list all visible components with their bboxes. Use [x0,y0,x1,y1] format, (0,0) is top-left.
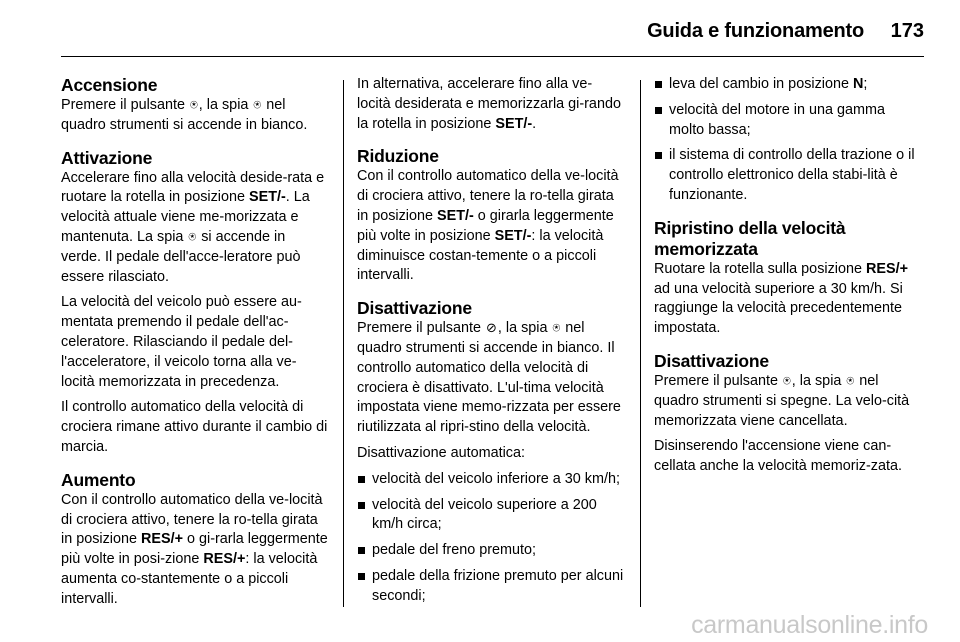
cruise-control-icon: ⍟ [188,228,197,244]
list-item: il sistema di controllo della trazione o il controllo elettronico della stabi-lità è funzionante. [654,146,922,205]
list-item: pedale del freno premuto; [357,541,625,561]
paragraph: Premere il pulsante ⍟, la spia ⍟ nel quadro strumenti si spegne. La velo-cità memorizzata viene cancellata. [654,372,910,429]
section-disattivazione [357,298,625,606]
list-item: leva del cambio in posizione N; [654,75,922,95]
paragraph: Premere il pulsante ⍟, la spia ⍟ nel quadro strumenti si accende in bianco. [61,97,308,133]
paragraph: Con il controllo automatico della ve-locità di crociera attivo, tenere la ro-tella girata in posizione SET/- o girarla leggermente più volte in posizione SET/-: la velocità diminuisce costan-temente o a piccoli intervalli. [357,168,619,284]
page-title: Guida e funzionamento [647,20,864,42]
list-item: pedale della frizione premuto per alcuni secondi; [357,567,625,607]
bullet-list [357,470,625,607]
paragraph: La velocità del veicolo può essere au-mentata premendo il pedale dell'ac-celeratore. Rilasciando il pedale del-l'acceleratore, il veicolo torna alla ve-locità memorizzata in precedenza. [61,294,302,390]
watermark: carmanualsonline.info [691,611,928,639]
paragraph: Il controllo automatico della velocità di crociera rimane attivo durante il cambio di marcia. [61,399,328,455]
section-heading: Disattivazione [654,350,769,371]
paragraph: Con il controllo automatico della ve-locità di crociera attivo, tenere la ro-tella girata in posizione RES/+ o gi-rarla leggermente più volte in posi-zione RES/+: la velocità aumenta co-stantemente o a piccoli intervalli. [61,491,328,607]
section-attivazione [61,148,329,458]
page-number: 173 [890,20,924,42]
list-item: velocità del motore in una gamma molto bassa; [654,101,922,141]
cruise-control-icon: ⍟ [846,372,855,388]
section-heading: Attivazione [61,147,153,168]
paragraph: Accelerare fino alla velocità deside-rata e ruotare la rotella in posizione SET/-. La velocità attuale viene me-morizzata e mantenuta. La spia ⍟ si accende in verde. Il pedale dell'acce-leratore può essere rilasciato. [61,169,325,285]
section-heading: Aumento [61,469,136,490]
section-ripristino [654,218,922,339]
column-3 [654,75,922,489]
paragraph: Premere il pulsante ⊘, la spia ⍟ nel quadro strumenti si accende in bianco. Il controllo automatico della velocità di crociera è disattivato. L'ul-tima velocità impostata viene memo-rizzata per essere riutilizzata al ripri-stino della velocità. [357,320,621,436]
section-continued-list [654,75,922,206]
section-heading: Riduzione [357,146,439,167]
section-heading: Ripristino della velocità memorizzata [654,217,846,259]
column-1 [61,75,329,622]
column-2 [357,75,625,619]
cruise-control-icon: ⍟ [189,97,198,112]
column-divider [640,80,641,607]
list-item: velocità del veicolo inferiore a 30 km/h; [357,470,625,490]
cruise-control-icon: ⍟ [782,372,791,388]
section-riduzione [357,146,625,286]
list-item: velocità del veicolo superiore a 200 km/h circa; [357,496,625,536]
page-header [0,0,960,62]
bullet-list [654,75,922,206]
section-heading: Accensione [61,75,158,95]
section-accensione [61,75,329,136]
section-heading: Disattivazione [357,298,472,319]
section-aumento [61,470,329,610]
section-disattivazione-2 [654,351,922,477]
cruise-control-icon: ⍟ [253,97,262,112]
paragraph: In alternativa, accelerare fino alla ve-locità desiderata e memorizzarla gi-rando la rotella in posizione SET/-. [357,76,621,132]
column-divider [343,80,344,607]
paragraph: Disinserendo l'accensione viene can-cellata anche la velocità memoriz-zata. [654,438,902,475]
header-rule [61,56,924,57]
section-intro [357,75,625,134]
paragraph: Disattivazione automatica: [357,444,525,461]
cruise-control-icon: ⍟ [552,320,561,336]
paragraph: Ruotare la rotella sulla posizione RES/+ ad una velocità superiore a 30 km/h. Si raggiunge la velocità precedentemente impostata. [654,260,908,337]
cruise-control-cancel-icon: ⊘ [485,320,497,336]
